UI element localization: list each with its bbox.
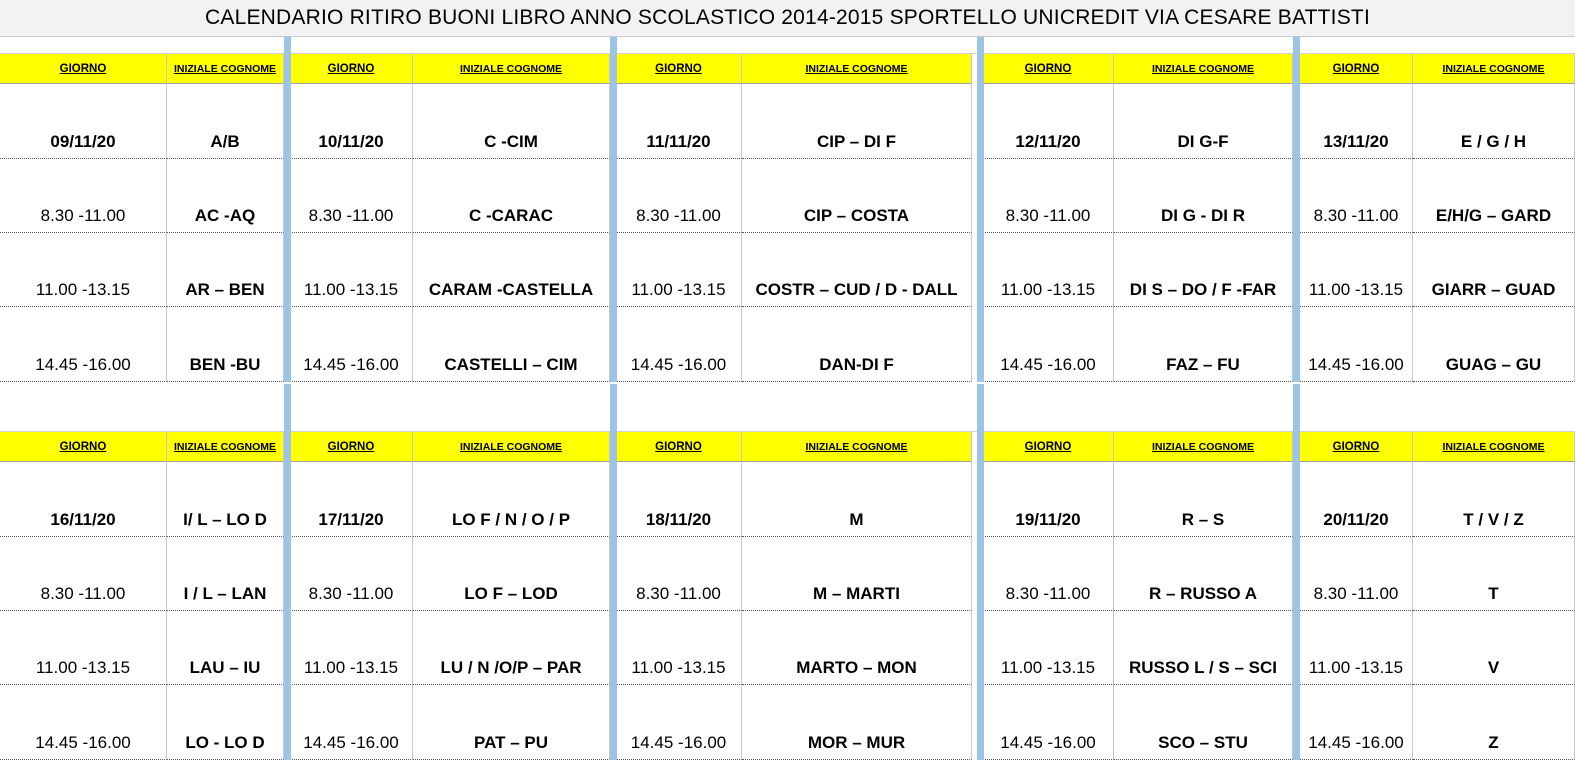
time-slot: 8.30 -11.00: [1300, 159, 1413, 233]
time-slot: 14.45 -16.00: [290, 685, 413, 760]
surname-slot: C -CARAC: [413, 159, 610, 233]
time-slot: 11.00 -13.15: [290, 233, 413, 307]
surname-range: M: [742, 462, 972, 537]
surname-range: I/ L – LO D: [167, 462, 284, 537]
time-slot: 14.45 -16.00: [616, 685, 742, 760]
header-day: GIORNO: [290, 54, 413, 84]
surname-slot: CIP – COSTA: [742, 159, 972, 233]
column-separator: [977, 37, 984, 54]
surname-slot: V: [1413, 611, 1575, 685]
time-slot: 14.45 -16.00: [0, 685, 167, 760]
surname-slot: T: [1413, 537, 1575, 611]
header-day: GIORNO: [1300, 432, 1413, 462]
header-day: GIORNO: [616, 432, 742, 462]
time-slot: 8.30 -11.00: [290, 159, 413, 233]
surname-slot: AC -AQ: [167, 159, 284, 233]
time-slot: 8.30 -11.00: [0, 537, 167, 611]
header-day: GIORNO: [983, 54, 1114, 84]
week-block: [0, 432, 1575, 760]
day-group: [0, 54, 284, 382]
day-group: [290, 432, 610, 760]
surname-slot: E/H/G – GARD: [1413, 159, 1575, 233]
column-separator: [284, 384, 291, 432]
surname-slot: DI S – DO / F -FAR: [1114, 233, 1293, 307]
header-surname: INIZIALE COGNOME: [742, 54, 972, 84]
column-separator: [977, 432, 984, 760]
time-slot: 11.00 -13.15: [616, 233, 742, 307]
column-separator: [1293, 432, 1300, 760]
column-separator: [610, 432, 617, 760]
surname-slot: AR – BEN: [167, 233, 284, 307]
header-day: GIORNO: [616, 54, 742, 84]
spacer-row-top: [0, 37, 1575, 54]
surname-slot: BEN -BU: [167, 307, 284, 382]
surname-slot: LU / N /O/P – PAR: [413, 611, 610, 685]
header-surname: INIZIALE COGNOME: [1114, 54, 1293, 84]
column-separator: [977, 384, 984, 432]
time-slot: 8.30 -11.00: [290, 537, 413, 611]
surname-range: A/B: [167, 84, 284, 159]
surname-slot: LO - LO D: [167, 685, 284, 760]
time-slot: 8.30 -11.00: [983, 537, 1114, 611]
time-slot: 14.45 -16.00: [983, 685, 1114, 760]
header-surname: INIZIALE COGNOME: [413, 54, 610, 84]
surname-range: DI G-F: [1114, 84, 1293, 159]
day-group: [0, 432, 284, 760]
header-day: GIORNO: [290, 432, 413, 462]
day-date: 12/11/20: [983, 84, 1114, 159]
day-group: [616, 54, 972, 382]
time-slot: 11.00 -13.15: [1300, 233, 1413, 307]
time-slot: 8.30 -11.00: [616, 159, 742, 233]
day-date: 13/11/20: [1300, 84, 1413, 159]
surname-slot: LAU – IU: [167, 611, 284, 685]
spacer-row-middle: [0, 384, 1575, 432]
surname-slot: CASTELLI – CIM: [413, 307, 610, 382]
time-slot: 11.00 -13.15: [983, 611, 1114, 685]
day-date: 17/11/20: [290, 462, 413, 537]
header-surname: INIZIALE COGNOME: [167, 54, 284, 84]
surname-range: CIP – DI F: [742, 84, 972, 159]
header-surname: INIZIALE COGNOME: [167, 432, 284, 462]
time-slot: 8.30 -11.00: [0, 159, 167, 233]
surname-range: C -CIM: [413, 84, 610, 159]
time-slot: 11.00 -13.15: [0, 611, 167, 685]
surname-slot: GIARR – GUAD: [1413, 233, 1575, 307]
time-slot: 14.45 -16.00: [290, 307, 413, 382]
column-separator: [610, 384, 617, 432]
day-date: 09/11/20: [0, 84, 167, 159]
header-surname: INIZIALE COGNOME: [413, 432, 610, 462]
header-surname: INIZIALE COGNOME: [742, 432, 972, 462]
surname-slot: LO F – LOD: [413, 537, 610, 611]
surname-slot: Z: [1413, 685, 1575, 760]
surname-slot: COSTR – CUD / D - DALL: [742, 233, 972, 307]
time-slot: 8.30 -11.00: [1300, 537, 1413, 611]
header-surname: INIZIALE COGNOME: [1114, 432, 1293, 462]
day-group: [1300, 432, 1575, 760]
time-slot: 11.00 -13.15: [616, 611, 742, 685]
time-slot: 14.45 -16.00: [1300, 685, 1413, 760]
surname-range: T / V / Z: [1413, 462, 1575, 537]
surname-slot: MOR – MUR: [742, 685, 972, 760]
header-day: GIORNO: [983, 432, 1114, 462]
time-slot: 14.45 -16.00: [616, 307, 742, 382]
surname-slot: FAZ – FU: [1114, 307, 1293, 382]
time-slot: 14.45 -16.00: [0, 307, 167, 382]
header-surname: INIZIALE COGNOME: [1413, 54, 1575, 84]
time-slot: 14.45 -16.00: [1300, 307, 1413, 382]
header-surname: INIZIALE COGNOME: [1413, 432, 1575, 462]
column-separator: [1293, 384, 1300, 432]
time-slot: 11.00 -13.15: [290, 611, 413, 685]
time-slot: 8.30 -11.00: [983, 159, 1114, 233]
column-separator: [1293, 37, 1300, 54]
surname-slot: M – MARTI: [742, 537, 972, 611]
surname-slot: SCO – STU: [1114, 685, 1293, 760]
time-slot: 11.00 -13.15: [1300, 611, 1413, 685]
surname-slot: RUSSO L / S – SCI: [1114, 611, 1293, 685]
surname-slot: PAT – PU: [413, 685, 610, 760]
column-separator: [610, 37, 617, 54]
column-separator: [284, 37, 291, 54]
surname-range: E / G / H: [1413, 84, 1575, 159]
surname-slot: I / L – LAN: [167, 537, 284, 611]
time-slot: 11.00 -13.15: [983, 233, 1114, 307]
surname-slot: DI G - DI R: [1114, 159, 1293, 233]
surname-slot: MARTO – MON: [742, 611, 972, 685]
column-separator: [610, 54, 617, 382]
day-date: 10/11/20: [290, 84, 413, 159]
surname-slot: R – RUSSO A: [1114, 537, 1293, 611]
day-date: 11/11/20: [616, 84, 742, 159]
day-date: 20/11/20: [1300, 462, 1413, 537]
day-group: [983, 432, 1293, 760]
surname-range: R – S: [1114, 462, 1293, 537]
column-separator: [284, 432, 291, 760]
day-date: 16/11/20: [0, 462, 167, 537]
surname-slot: CARAM -CASTELLA: [413, 233, 610, 307]
day-group: [290, 54, 610, 382]
header-day: GIORNO: [0, 54, 167, 84]
page-title: CALENDARIO RITIRO BUONI LIBRO ANNO SCOLASTICO 2014-2015 SPORTELLO UNICREDIT VIA CESARE BATTISTI: [0, 0, 1575, 37]
day-group: [616, 432, 972, 760]
time-slot: 8.30 -11.00: [616, 537, 742, 611]
day-group: [983, 54, 1293, 382]
day-date: 19/11/20: [983, 462, 1114, 537]
time-slot: 14.45 -16.00: [983, 307, 1114, 382]
surname-slot: DAN-DI F: [742, 307, 972, 382]
header-day: GIORNO: [1300, 54, 1413, 84]
column-separator: [977, 54, 984, 382]
day-date: 18/11/20: [616, 462, 742, 537]
column-separator: [284, 54, 291, 382]
column-separator: [1293, 54, 1300, 382]
surname-range: LO F / N / O / P: [413, 462, 610, 537]
header-day: GIORNO: [0, 432, 167, 462]
surname-slot: GUAG – GU: [1413, 307, 1575, 382]
day-group: [1300, 54, 1575, 382]
time-slot: 11.00 -13.15: [0, 233, 167, 307]
week-block: [0, 54, 1575, 382]
